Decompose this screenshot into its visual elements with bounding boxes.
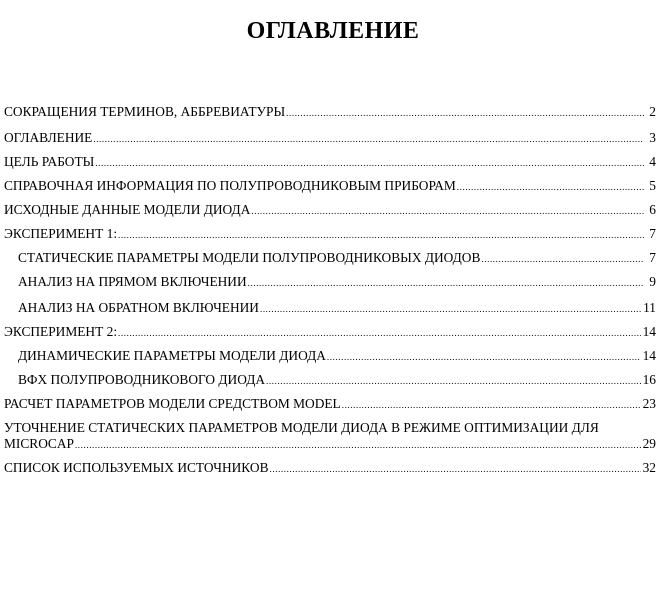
toc-page-number: 3 (649, 130, 656, 145)
toc-entry-experiment-1[interactable] (4, 226, 656, 242)
toc-entry-static-params[interactable] (4, 250, 656, 266)
toc-leader-dots (248, 276, 644, 290)
toc-leader-dots (266, 374, 641, 388)
toc-page-number: 32 (642, 460, 656, 475)
toc-page-number: 4 (649, 154, 656, 169)
toc-entry-abbreviations[interactable] (4, 104, 656, 120)
toc-leader-dots (118, 228, 644, 242)
toc-entry-label: ВФХ ПОЛУПРОВОДНИКОВОГО ДИОДА (18, 372, 266, 387)
toc-page-number: 23 (642, 396, 656, 411)
toc-entry-label: СОКРАЩЕНИЯ ТЕРМИНОВ, АББРЕВИАТУРЫ (4, 104, 286, 119)
toc-entry-dynamic-params[interactable] (4, 348, 656, 364)
toc-entry-initial-data[interactable] (4, 202, 656, 218)
toc-entry-model-calculation[interactable] (4, 396, 656, 412)
toc-entry-line2 (4, 436, 656, 452)
toc-page-number: 7 (649, 250, 656, 265)
toc-entry-label: СПРАВОЧНАЯ ИНФОРМАЦИЯ ПО ПОЛУПРОВОДНИКОВЫМ ПРИБОРАМ (4, 178, 456, 193)
toc-page-number: 2 (649, 104, 656, 119)
toc-leader-dots (286, 106, 644, 120)
toc-entry-label: ДИНАМИЧЕСКИЕ ПАРАМЕТРЫ МОДЕЛИ ДИОДА (18, 348, 326, 363)
toc-page-number: 11 (643, 300, 656, 315)
toc-entry-label-line1: УТОЧНЕНИЕ СТАТИЧЕСКИХ ПАРАМЕТРОВ МОДЕЛИ ДИОДА В РЕЖИМЕ ОПТИМИЗАЦИИ ДЛЯ (4, 420, 599, 435)
toc-leader-dots (251, 204, 644, 218)
toc-entry-label: СТАТИЧЕСКИЕ ПАРАМЕТРЫ МОДЕЛИ ПОЛУПРОВОДНИКОВЫХ ДИОДОВ (18, 250, 481, 265)
toc-page-number: 16 (642, 372, 656, 387)
toc-entry-optimization-microcap[interactable] (4, 420, 656, 452)
toc-page-number: 7 (649, 226, 656, 241)
toc-entry-label: ОГЛАВЛЕНИЕ (4, 130, 93, 145)
toc-entry-goal[interactable] (4, 154, 656, 170)
toc-leader-dots (342, 398, 641, 412)
toc-leader-dots (93, 132, 644, 146)
page-title: ОГЛАВЛЕНИЕ (246, 18, 420, 44)
toc-entry-label: ИСХОДНЫЕ ДАННЫЕ МОДЕЛИ ДИОДА (4, 202, 251, 217)
toc-page-number: 29 (642, 436, 656, 451)
toc-leader-dots (327, 350, 641, 364)
toc-entry-reference-info[interactable] (4, 178, 656, 194)
toc-entry-sources[interactable] (4, 460, 656, 476)
toc-entry-label: СПИСОК ИСПОЛЬЗУЕМЫХ ИСТОЧНИКОВ (4, 460, 269, 475)
toc-entry-label-line2: MICROCAP (4, 436, 74, 451)
toc-page-number: 14 (642, 324, 656, 339)
toc-leader-dots (260, 302, 641, 316)
toc-entry-reverse-analysis[interactable] (4, 300, 656, 316)
toc-entry-label: ЭКСПЕРИМЕНТ 1: (4, 226, 118, 241)
toc-leader-dots (481, 252, 644, 266)
toc-entry-label: ЭКСПЕРИМЕНТ 2: (4, 324, 118, 339)
toc-entry-label: ЦЕЛЬ РАБОТЫ (4, 154, 95, 169)
toc-entry-contents[interactable] (4, 130, 656, 146)
toc-page-number: 9 (649, 274, 656, 289)
toc-page-number: 14 (642, 348, 656, 363)
toc-leader-dots (270, 462, 641, 476)
toc-leader-dots (75, 438, 641, 452)
toc-entry-label: АНАЛИЗ НА ПРЯМОМ ВКЛЮЧЕНИИ (18, 274, 247, 289)
toc-entry-forward-analysis[interactable] (4, 274, 656, 290)
toc-entry-experiment-2[interactable] (4, 324, 656, 340)
toc-leader-dots (118, 326, 641, 340)
toc-page-number: 5 (649, 178, 656, 193)
toc-page-number: 6 (649, 202, 656, 217)
toc-entry-cv-characteristic[interactable] (4, 372, 656, 388)
toc-leader-dots (95, 156, 644, 170)
toc-leader-dots (457, 180, 644, 194)
toc-entry-label: РАСЧЕТ ПАРАМЕТРОВ МОДЕЛИ СРЕДСТВОМ MODEL (4, 396, 341, 411)
toc-entry-label: АНАЛИЗ НА ОБРАТНОМ ВКЛЮЧЕНИИ (18, 300, 259, 315)
